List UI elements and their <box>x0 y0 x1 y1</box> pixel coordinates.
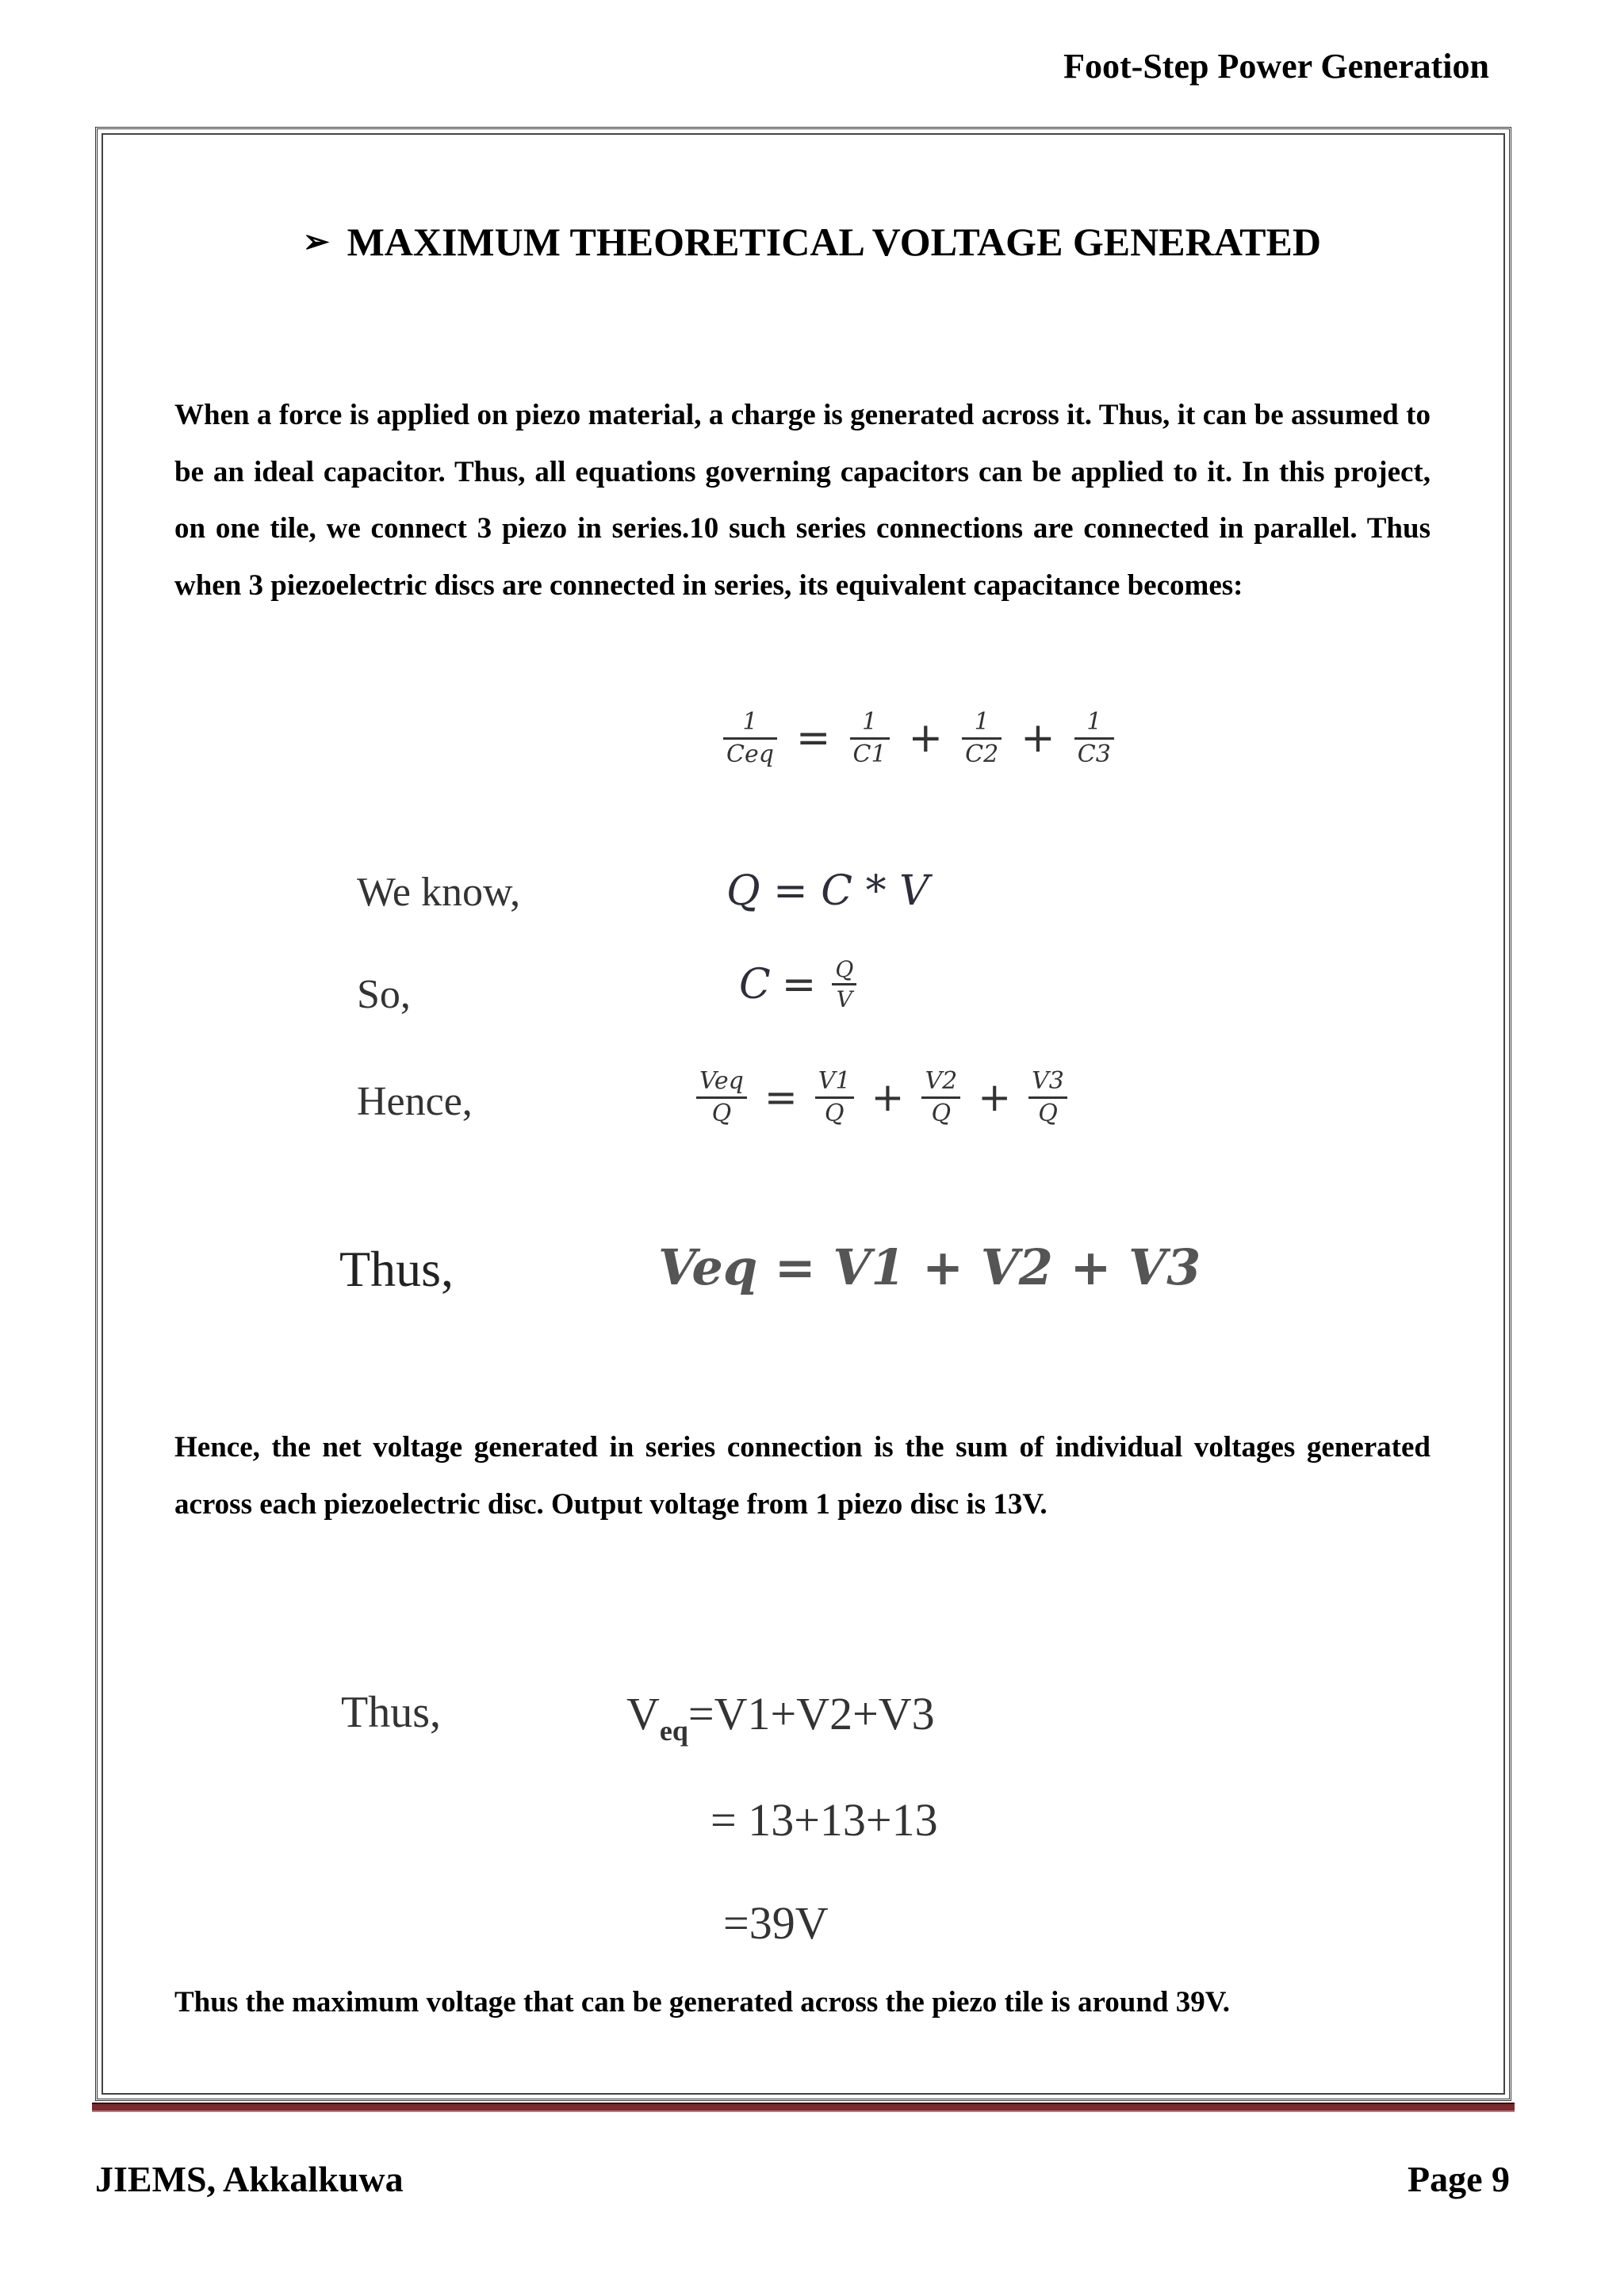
footer-divider <box>92 2103 1515 2112</box>
fraction: $\frac{\text{Veq}}{Q}$ <box>696 1069 747 1126</box>
equation-label: So, <box>357 972 411 1017</box>
footer-institution: JIEMS, Akkalkuwa <box>95 2159 404 2199</box>
charge-equation: Q = C * V <box>726 867 929 915</box>
capacitance-equation: $\frac{1}{\text{Ceq}}$ = $\frac{1}{C1}$ + $\frac{1}{C2}$ + $\frac{1}{C3}$ <box>718 710 1119 767</box>
fraction: $\frac{V2}{Q}$ <box>921 1069 960 1126</box>
section-heading-text: MAXIMUM THEORETICAL VOLTAGE GENERATED <box>347 220 1321 264</box>
arrow-bullet-icon: ➢ <box>303 224 330 259</box>
intro-paragraph: When a force is applied on piezo material, a charge is generated across it. Thus, it can be assumed to be an ideal capacitor. Thus, all equations governing capacitors can be applied to it. In this project, on one tile, we connect 3 piezo in series.10 such series connections are connected in parallel. Thus when 3 piezoelectric discs are connected in series, its equivalent capacitance becomes: <box>174 399 1431 602</box>
fraction: $\frac{1}{C1}$ <box>850 710 890 767</box>
equation-label: Hence, <box>357 1079 473 1124</box>
fraction: $\frac{V1}{Q}$ <box>815 1069 854 1126</box>
calculation-label: Thus, <box>341 1688 441 1737</box>
calculation-line: = 13+13+13 <box>710 1794 938 1846</box>
calculation-line: $V_{eq}=V1+V2+V3$ <box>626 1688 935 1747</box>
page-number: Page 9 <box>1407 2159 1510 2199</box>
fraction: $\frac{V3}{Q}$ <box>1028 1069 1067 1126</box>
capacitance-definition-equation: C = $\frac{Q}{V}$ <box>739 958 861 1012</box>
section-heading <box>0 219 1624 265</box>
series-voltage-equation: Veq = V1 + V2 + V3 <box>658 1238 1201 1296</box>
calculation-result: =39V <box>723 1897 829 1949</box>
conclusion-paragraph: Thus the maximum voltage that can be generated across the piezo tile is around 39V. <box>174 1986 1230 2019</box>
equation-label: We know, <box>357 870 521 915</box>
net-voltage-paragraph: Hence, the net voltage generated in series connection is the sum of individual voltages generated across each piezoelectric disc. Output voltage from 1 piezo disc is 13V. <box>174 1431 1431 1521</box>
equation-label: Thus, <box>339 1241 454 1297</box>
fraction: $\frac{1}{C3}$ <box>1074 710 1114 767</box>
voltage-fraction-equation: $\frac{\text{Veq}}{Q}$ = $\frac{V1}{Q}$ + $\frac{V2}{Q}$ + $\frac{V3}{Q}$ <box>691 1069 1072 1126</box>
fraction: $\frac{1}{\text{Ceq}}$ <box>723 710 777 767</box>
running-header: Foot-Step Power Generation <box>1063 47 1489 86</box>
fraction: $\frac{1}{C2}$ <box>962 710 1002 767</box>
fraction: $\frac{Q}{V}$ <box>832 958 856 1012</box>
